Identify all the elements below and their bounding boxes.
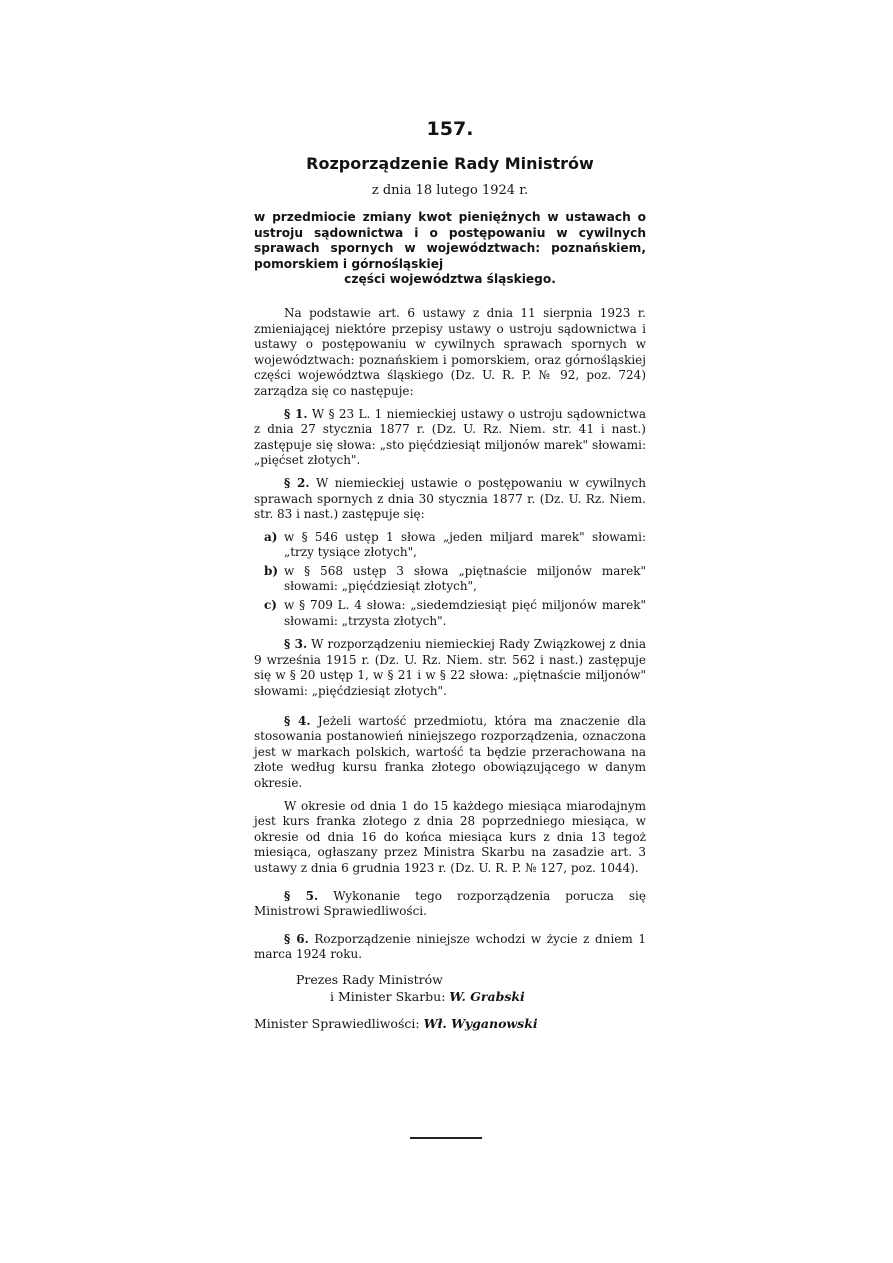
document-body — [254, 306, 646, 963]
signature-line-1: Prezes Rady Ministrów — [296, 971, 443, 987]
section-3-label: § 3. — [284, 637, 308, 652]
act-number: 157. — [426, 118, 474, 140]
document-subject — [254, 210, 646, 288]
section-2 — [254, 476, 646, 523]
list-item — [264, 598, 646, 629]
signatory-name-1: W. Grabski — [449, 988, 525, 1004]
list-item-label: a) — [264, 529, 278, 544]
section-5-text: Wykonanie tego rozporządzenia porucza się Ministrowi Sprawiedliwości. — [254, 888, 646, 919]
document-title: Rozporządzenie Rady Ministrów — [306, 154, 594, 173]
signature-line-2 — [330, 988, 646, 1005]
list-item — [264, 564, 646, 595]
section-1-label: § 1. — [284, 406, 308, 421]
section-2-text: W niemieckiej ustawie o postępowaniu w cywilnych sprawach spornych z dnia 30 stycznia 1877 r. (Dz. U. Rz. Niem. str. 83 i nast.) zastępuje się: — [254, 475, 646, 522]
preamble: Na podstawie art. 6 ustawy z dnia 11 sierpnia 1923 r. zmieniającej niektóre przepisy ustawy o ustroju sądownictwa i ustawy o postępowaniu w cywilnych sprawach spornych w województwach: poznańskiem i pomorskiem, oraz górnośląskiej części województwa śląskiego (Dz. U. R. P. № 92, poz. 724) zarządza się co następuje: — [254, 305, 646, 398]
list-item-label: c) — [264, 598, 277, 613]
list-item-text: w § 709 L. 4 słowa: „siedemdziesiąt pięć miljonów marek" słowami: „trzysta złotych". — [284, 598, 646, 628]
list-item — [264, 530, 646, 561]
section-5 — [254, 889, 646, 920]
signatory-name-2: Wł. Wyganowski — [423, 1015, 538, 1031]
section-4-text: Jeżeli wartość przedmiotu, która ma znaczenie dla stosowania postanowień niniejszego rozporządzenia, oznaczona jest w markach polskich, wartość ta będzie przerachowana na złote według kursu franka złotego obowiązującego w danym okresie. — [254, 713, 646, 790]
signature-line-3 — [254, 1015, 646, 1032]
section-6-label: § 6. — [284, 931, 309, 946]
section-4-paragraph-2: W okresie od dnia 1 do 15 każdego miesiąca miarodajnym jest kurs franka złotego z dnia 28 poprzedniego miesiąca, w okresie od dnia 16 do końca miesiąca kurs z dnia 13 tegoż miesiąca, ogłaszany przez Ministra Skarbu na zasadzie art. 3 ustawy z dnia 6 grudnia 1923 r. (Dz. U. R. P. № 127, poz. 1044). — [254, 798, 646, 875]
section-1 — [254, 407, 646, 469]
subject-text: w przedmiocie zmiany kwot pieniężnych w ustawach o ustroju sądownictwa i o postępowaniu w cywilnych sprawach spornych w województwach: poznańskiem, pomorskiem i górnośląskiej — [254, 210, 646, 271]
section-3 — [254, 637, 646, 699]
section-6-text: Rozporządzenie niniejsze wchodzi w życie z dniem 1 marca 1924 roku. — [254, 931, 646, 962]
signature-role: Minister Sprawiedliwości: — [254, 1015, 420, 1031]
section-1-text: W § 23 L. 1 niemieckiej ustawy o ustroju sądownictwa z dnia 27 stycznia 1877 r. (Dz. U. Rz. Niem. str. 41 i nast.) zastępuje się słowa: „sto pięćdziesiąt miljonów marek" słowami: „pięćset złotych". — [254, 406, 646, 468]
section-3-text: W rozporządzeniu niemieckiej Rady Związkowej z dnia 9 września 1915 r. (Dz. U. Rz. Niem. str. 562 i nast.) zastępuje się w § 20 ustęp 1, w § 21 i w § 22 słowa: „piętnaście miljonów" słowami: „pięćdziesiąt złotych". — [254, 637, 646, 699]
section-6 — [254, 932, 646, 963]
section-4-label: § 4. — [284, 713, 311, 728]
document-page — [254, 118, 646, 1032]
list-item-text: w § 568 ustęp 3 słowa „piętnaście miljonów marek" słowami: „pięćdziesiąt złotych", — [284, 563, 646, 594]
list-item-text: w § 546 ustęp 1 słowa „jeden miljard marek" słowami: „trzy tysiące złotych", — [284, 529, 646, 560]
document-date: z dnia 18 lutego 1924 r. — [371, 183, 529, 198]
list-item-label: b) — [264, 563, 279, 578]
closing-rule — [410, 1137, 482, 1139]
section-2-label: § 2. — [284, 475, 310, 490]
signature-role: i Minister Skarbu: — [330, 988, 446, 1004]
subject-last-line: części województwa śląskiego. — [344, 272, 556, 287]
section-4 — [254, 714, 646, 792]
section-5-label: § 5. — [284, 888, 319, 903]
